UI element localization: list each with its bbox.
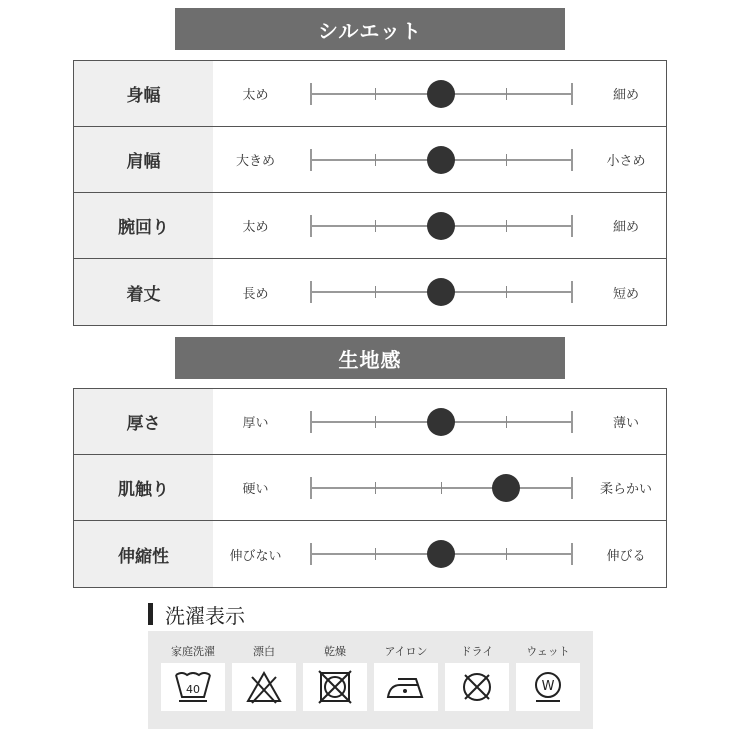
scale-tick bbox=[571, 281, 573, 303]
right-extreme-label: 柔らかい bbox=[599, 482, 652, 497]
rating-scale bbox=[310, 455, 571, 520]
care-label: 漂白 bbox=[253, 645, 275, 658]
scale-tick bbox=[506, 416, 507, 428]
row-label: 厚さ bbox=[74, 389, 213, 454]
scale-tick bbox=[310, 149, 312, 171]
care-item-bleach bbox=[232, 631, 296, 729]
scale-tick bbox=[375, 154, 376, 166]
care-item-dryclean bbox=[445, 631, 509, 729]
scale-tick bbox=[441, 482, 442, 494]
texture-table bbox=[73, 388, 667, 588]
rating-marker bbox=[427, 408, 455, 436]
right-extreme-label: 小さめ bbox=[606, 154, 646, 169]
scale-tick bbox=[571, 411, 573, 433]
scale-tick bbox=[375, 88, 376, 100]
scale-tick bbox=[310, 215, 312, 237]
rating-scale bbox=[310, 389, 571, 454]
scale-row bbox=[74, 193, 666, 259]
rating-marker bbox=[492, 474, 520, 502]
left-extreme-label: 厚い bbox=[242, 416, 269, 431]
row-label: 肩幅 bbox=[74, 127, 213, 192]
care-label: ドライ bbox=[460, 645, 494, 658]
scale-tick bbox=[571, 215, 573, 237]
right-extreme-label: 細め bbox=[612, 220, 639, 235]
scale-tick bbox=[571, 83, 573, 105]
care-item-dry bbox=[303, 631, 367, 729]
left-extreme-label: 大きめ bbox=[235, 154, 275, 169]
wet-clean-icon bbox=[516, 663, 580, 711]
scale-tick bbox=[506, 286, 507, 298]
texture-title: 生地感 bbox=[338, 347, 402, 372]
scale-tick bbox=[506, 220, 507, 232]
row-label: 腕回り bbox=[74, 193, 213, 258]
left-extreme-label: 伸びない bbox=[229, 548, 282, 564]
scale-tick bbox=[310, 477, 312, 499]
care-label: 乾燥 bbox=[324, 645, 346, 658]
silhouette-title: シルエット bbox=[317, 18, 423, 43]
scale-tick bbox=[571, 149, 573, 171]
scale-tick bbox=[375, 416, 376, 428]
rating-marker bbox=[427, 80, 455, 108]
right-extreme-label: 短め bbox=[612, 286, 639, 302]
scale-tick bbox=[310, 83, 312, 105]
care-label: アイロン bbox=[384, 645, 428, 658]
scale-tick bbox=[375, 286, 376, 298]
no-tumble-dry-icon bbox=[303, 663, 367, 711]
care-label: 家庭洗濯 bbox=[171, 645, 215, 658]
scale-row bbox=[74, 61, 666, 127]
scale-tick bbox=[310, 411, 312, 433]
scale-tick bbox=[375, 548, 376, 560]
care-title-bar bbox=[148, 603, 153, 625]
right-extreme-label: 細め bbox=[612, 88, 639, 103]
scale-row bbox=[74, 455, 666, 521]
iron-low-icon bbox=[374, 663, 438, 711]
scale-tick bbox=[310, 543, 312, 565]
left-extreme-label: 太め bbox=[242, 220, 269, 235]
rating-scale bbox=[310, 61, 571, 126]
left-extreme-label: 長め bbox=[242, 286, 269, 302]
care-title bbox=[148, 600, 245, 628]
no-bleach-icon bbox=[232, 663, 296, 711]
rating-marker bbox=[427, 540, 455, 568]
row-label: 着丈 bbox=[74, 259, 213, 325]
scale-tick bbox=[506, 548, 507, 560]
texture-header bbox=[175, 337, 565, 379]
right-extreme-label: 伸びる bbox=[606, 548, 646, 564]
left-extreme-label: 硬い bbox=[242, 482, 269, 497]
care-item-iron bbox=[374, 631, 438, 729]
scale-row bbox=[74, 259, 666, 325]
care-title-text: 洗濯表示 bbox=[165, 603, 245, 628]
no-dry-clean-icon bbox=[445, 663, 509, 711]
rating-scale bbox=[310, 127, 571, 192]
scale-tick bbox=[571, 477, 573, 499]
scale-tick bbox=[571, 543, 573, 565]
scale-tick bbox=[310, 281, 312, 303]
silhouette-table bbox=[73, 60, 667, 326]
wash-temperature: 40 bbox=[186, 683, 200, 696]
left-extreme-label: 太め bbox=[242, 88, 269, 103]
scale-tick bbox=[375, 220, 376, 232]
rating-marker bbox=[427, 212, 455, 240]
right-extreme-label: 薄い bbox=[612, 416, 639, 431]
scale-tick bbox=[506, 88, 507, 100]
care-label: ウェット bbox=[526, 645, 570, 658]
scale-tick bbox=[506, 154, 507, 166]
scale-tick bbox=[375, 482, 376, 494]
wash-tub-40-icon bbox=[161, 663, 225, 711]
rating-scale bbox=[310, 259, 571, 325]
rating-scale bbox=[310, 521, 571, 587]
rating-marker bbox=[427, 146, 455, 174]
silhouette-header bbox=[175, 8, 565, 50]
rating-marker bbox=[427, 278, 455, 306]
row-label: 伸縮性 bbox=[74, 521, 213, 587]
row-label: 身幅 bbox=[74, 61, 213, 126]
scale-row bbox=[74, 389, 666, 455]
rating-scale bbox=[310, 193, 571, 258]
care-item-wash bbox=[161, 631, 225, 729]
care-item-wet bbox=[516, 631, 580, 729]
scale-row bbox=[74, 127, 666, 193]
care-panel bbox=[148, 631, 593, 729]
scale-row bbox=[74, 521, 666, 587]
wet-mark: W bbox=[541, 679, 555, 694]
row-label: 肌触り bbox=[74, 455, 213, 520]
